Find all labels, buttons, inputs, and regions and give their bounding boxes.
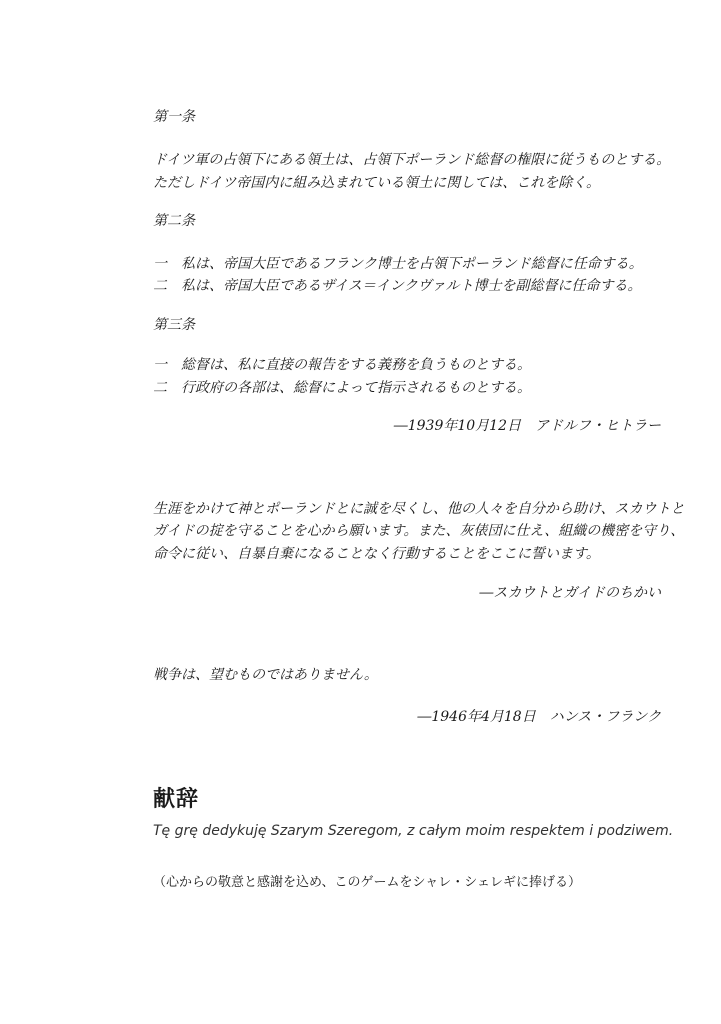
article-1-line-1: ドイツ軍の占領下にある領土は、占領下ポーランド総督の権限に従うものとする。 [153,152,671,168]
dedication-note: （心からの敬意と感謝を込め、このゲームをシャレ・シェレギに捧げる） [153,875,581,890]
article-3-line-1: 一 総督は、私に直接の報告をする義務を負うものとする。 [153,357,531,373]
attribution-frank: ―1946年4月18日 ハンス・フランク [417,709,661,725]
article-2-line-1: 一 私は、帝国大臣であるフランク博士を占領下ポーランド総督に任命する。 [153,256,643,272]
attribution-scout-oath: ―スカウトとガイドのちかい [479,585,661,601]
article-2-line-2: 二 私は、帝国大臣であるザイス＝インクヴァルト博士を副総督に任命する。 [153,278,642,294]
dedication-heading: 献辞 [153,787,200,812]
article-3-title: 第三条 [153,317,195,333]
dedication-polish: Tę grę dedykuję Szarym Szeregom, z całym moim respektem i podziwem. [153,823,674,839]
article-1-line-2: ただしドイツ帝国内に組み込まれている領土に関しては、これを除く。 [153,175,601,191]
quote-text: 戦争は、望むものではありません。 [153,667,378,683]
oath-line-1: 生涯をかけて神とポーランドとに誠を尽くし、他の人々を自分から助け、スカウトと [153,501,685,517]
article-2-title: 第二条 [153,213,195,229]
oath-line-2: ガイドの掟を守ることを心から願います。また、灰俵団に仕え、組織の機密を守り、 [153,523,685,539]
article-1-title: 第一条 [153,109,195,125]
oath-line-3: 命令に従い、自暴自棄になることなく行動することをここに誓います。 [153,546,600,562]
article-3-line-2: 二 行政府の各部は、総督によって指示されるものとする。 [153,380,531,396]
attribution-hitler: ―1939年10月12日 アドルフ・ヒトラー [393,418,661,434]
